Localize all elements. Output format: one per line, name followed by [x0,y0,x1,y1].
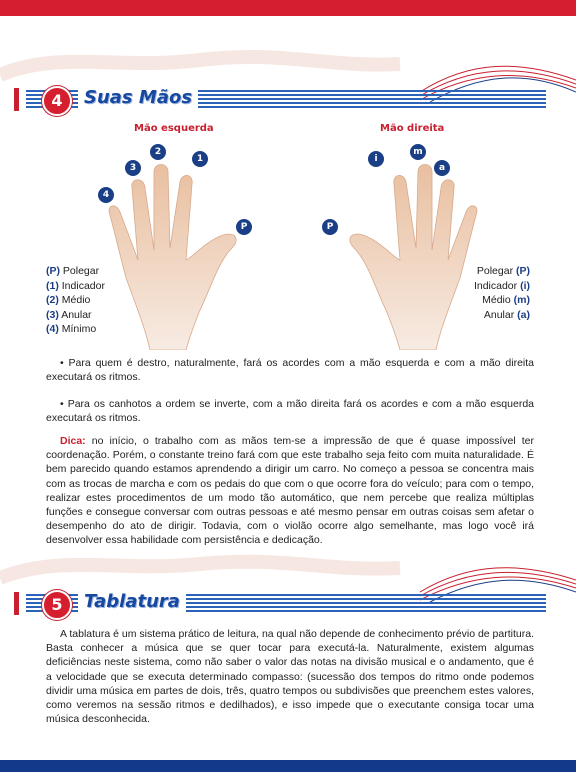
header-red-mark [14,592,19,615]
legend-code: (1) [46,279,59,292]
finger-marker-2: 2 [150,144,166,160]
legend-name: Médio [61,294,91,306]
finger-marker-p-left: P [236,219,252,235]
legend-code: (a) [517,308,530,321]
legend-code: (3) [46,308,59,321]
right-hand-label: Mão direita [380,123,445,134]
legend-name: Médio [482,294,511,306]
left-hand-illustration [90,160,270,350]
left-hand-legend [46,264,105,337]
legend-item [46,279,105,294]
finger-marker-m: m [410,144,426,160]
legend-code: (P) [516,265,530,277]
section-title: Tablatura [78,588,186,616]
legend-name: Polegar [62,265,100,277]
legend-item [46,322,105,337]
legend-code: (2) [46,294,59,306]
paragraph-canhotos: • Para os canhotos a ordem se inverte, com a mão direita fará os acordes e com a mão esquerda executará os ritmos. [46,398,534,425]
bottom-blue-bar [0,760,576,772]
legend-name: Anular [483,308,515,321]
top-red-bar [0,0,576,16]
legend-code: (P) [46,265,60,277]
legend-item [46,264,105,279]
legend-name: Mínimo [61,323,97,335]
finger-marker-p-right: P [322,219,338,235]
section-number: 5 [42,590,72,620]
dica-text: no início, o trabalho com as mãos tem-se a impressão de que é quase impossível ter coordenação. Porém, o constante treino fará com que este trabalho seja feito com muita naturalidade. É bem parecido quando estamos aprendendo a dirigir um carro. No começo a pessoa se concentra mais com as trocas de marcha e com os pedais do que com o que ocorre fora do veículo; para com o tempo, realizar estes procedimentos de um modo tão automático, que nem percebe que realiza múltiplas funções e consegue conversar com outras pessoas e até mesmo pensar em outras coisas sem afetar o desempenho do ato de dirigir. Todavia, com o violão ocorre algo semelhante, mas logo você irá desenvolver essa habilidade com persistência e dedicação. [46,435,534,547]
legend-item [46,293,105,308]
legend-item [474,308,530,323]
legend-name: Polegar [476,265,514,277]
paragraph-tablatura: A tablatura é um sistema prático de leitura, na qual não depende de conhecimento prévio de partitura. Basta conhecer a música que se quer tocar para executá-la. Naturalmente, existem algumas deficiências neste sistema, como não saber o valor das notas na divisão musical e o andamento, que é a velocidade que se executa determinado compasso: (sucessão dos tempos do ritmo onde podemos dividir uma música em partes de dois, três, quatro tempos ou subdivisões que preenchem estes valores, como veremos na sessão ritmos e dedilhados), e isso impede que o executante consiga tocar uma música desconhecida. [46,628,534,726]
legend-name: Anular [61,308,92,321]
legend-name: Indicador [61,279,105,292]
paragraph-dica [46,434,534,548]
finger-marker-3: 3 [125,160,141,176]
paragraph-destro: • Para quem é destro, naturalmente, fará os acordes com a mão esquerda e com a mão direita executará os ritmos. [46,357,534,384]
finger-marker-i: i [368,151,384,167]
legend-item [46,308,105,323]
legend-item [474,293,530,308]
legend-name: Indicador [473,279,518,292]
section-5-header [0,586,576,626]
section-number: 4 [42,86,72,116]
finger-marker-4: 4 [98,187,114,203]
finger-marker-1: 1 [192,151,208,167]
left-hand-label: Mão esquerda [134,123,214,134]
right-hand-legend [474,264,530,322]
header-red-mark [14,88,19,111]
section-title: Suas Mãos [78,84,198,112]
finger-marker-a: a [434,160,450,176]
dica-label: Dica: [60,435,86,447]
legend-item [474,279,530,294]
legend-code: (4) [46,323,59,335]
section-4-header [0,82,576,122]
legend-code: (m) [513,294,530,306]
right-hand-illustration [316,160,496,350]
legend-code: (i) [520,279,530,292]
legend-item [474,264,530,279]
